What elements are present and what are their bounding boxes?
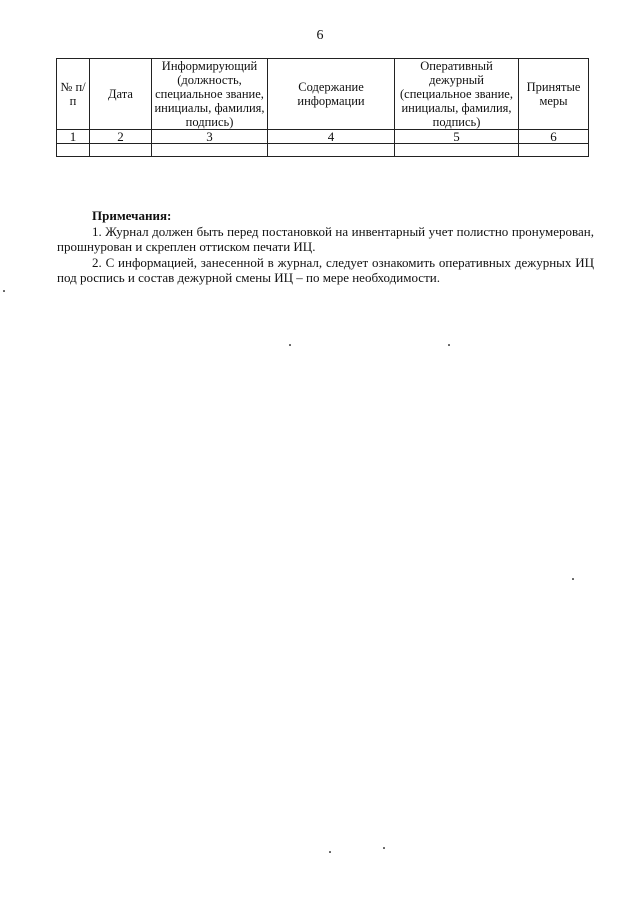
header-duty-officer: Оперативный дежурный (специальное звание, инициалы, фамилия, подпись) <box>395 59 519 130</box>
scan-speck <box>448 344 450 346</box>
scan-speck <box>3 290 5 292</box>
column-number-row <box>57 130 589 144</box>
empty-cell <box>268 144 395 157</box>
header-content: Содержание информации <box>268 59 395 130</box>
header-measures: Принятые меры <box>519 59 589 130</box>
empty-table-row <box>57 144 589 157</box>
column-number: 2 <box>90 130 152 144</box>
header-number: № п/п <box>57 59 90 130</box>
empty-cell <box>519 144 589 157</box>
column-number: 4 <box>268 130 395 144</box>
scan-speck <box>572 578 574 580</box>
scan-speck <box>289 344 291 346</box>
column-number: 5 <box>395 130 519 144</box>
table-header-row <box>57 59 589 130</box>
notes-section <box>57 208 594 286</box>
header-date: Дата <box>90 59 152 130</box>
note-item: 2. С информацией, занесенной в журнал, следует ознакомить оперативных дежурных ИЦ под роспись и состав дежурной смены ИЦ – по мере необходимости. <box>57 254 594 285</box>
empty-cell <box>90 144 152 157</box>
empty-cell <box>57 144 90 157</box>
scan-speck <box>383 847 385 849</box>
note-item: 1. Журнал должен быть перед постановкой на инвентарный учет полистно пронумерован, прошнурован и скреплен оттиском печати ИЦ. <box>57 223 594 254</box>
page-number: 6 <box>316 28 324 43</box>
empty-cell <box>395 144 519 157</box>
column-number: 1 <box>57 130 90 144</box>
notes-title: Примечания: <box>92 208 172 223</box>
header-informant: Информирующий (должность, специальное звание, инициалы, фамилия, подпись) <box>152 59 268 130</box>
empty-cell <box>152 144 268 157</box>
journal-table <box>56 58 589 157</box>
scan-speck <box>329 851 331 853</box>
column-number: 6 <box>519 130 589 144</box>
column-number: 3 <box>152 130 268 144</box>
